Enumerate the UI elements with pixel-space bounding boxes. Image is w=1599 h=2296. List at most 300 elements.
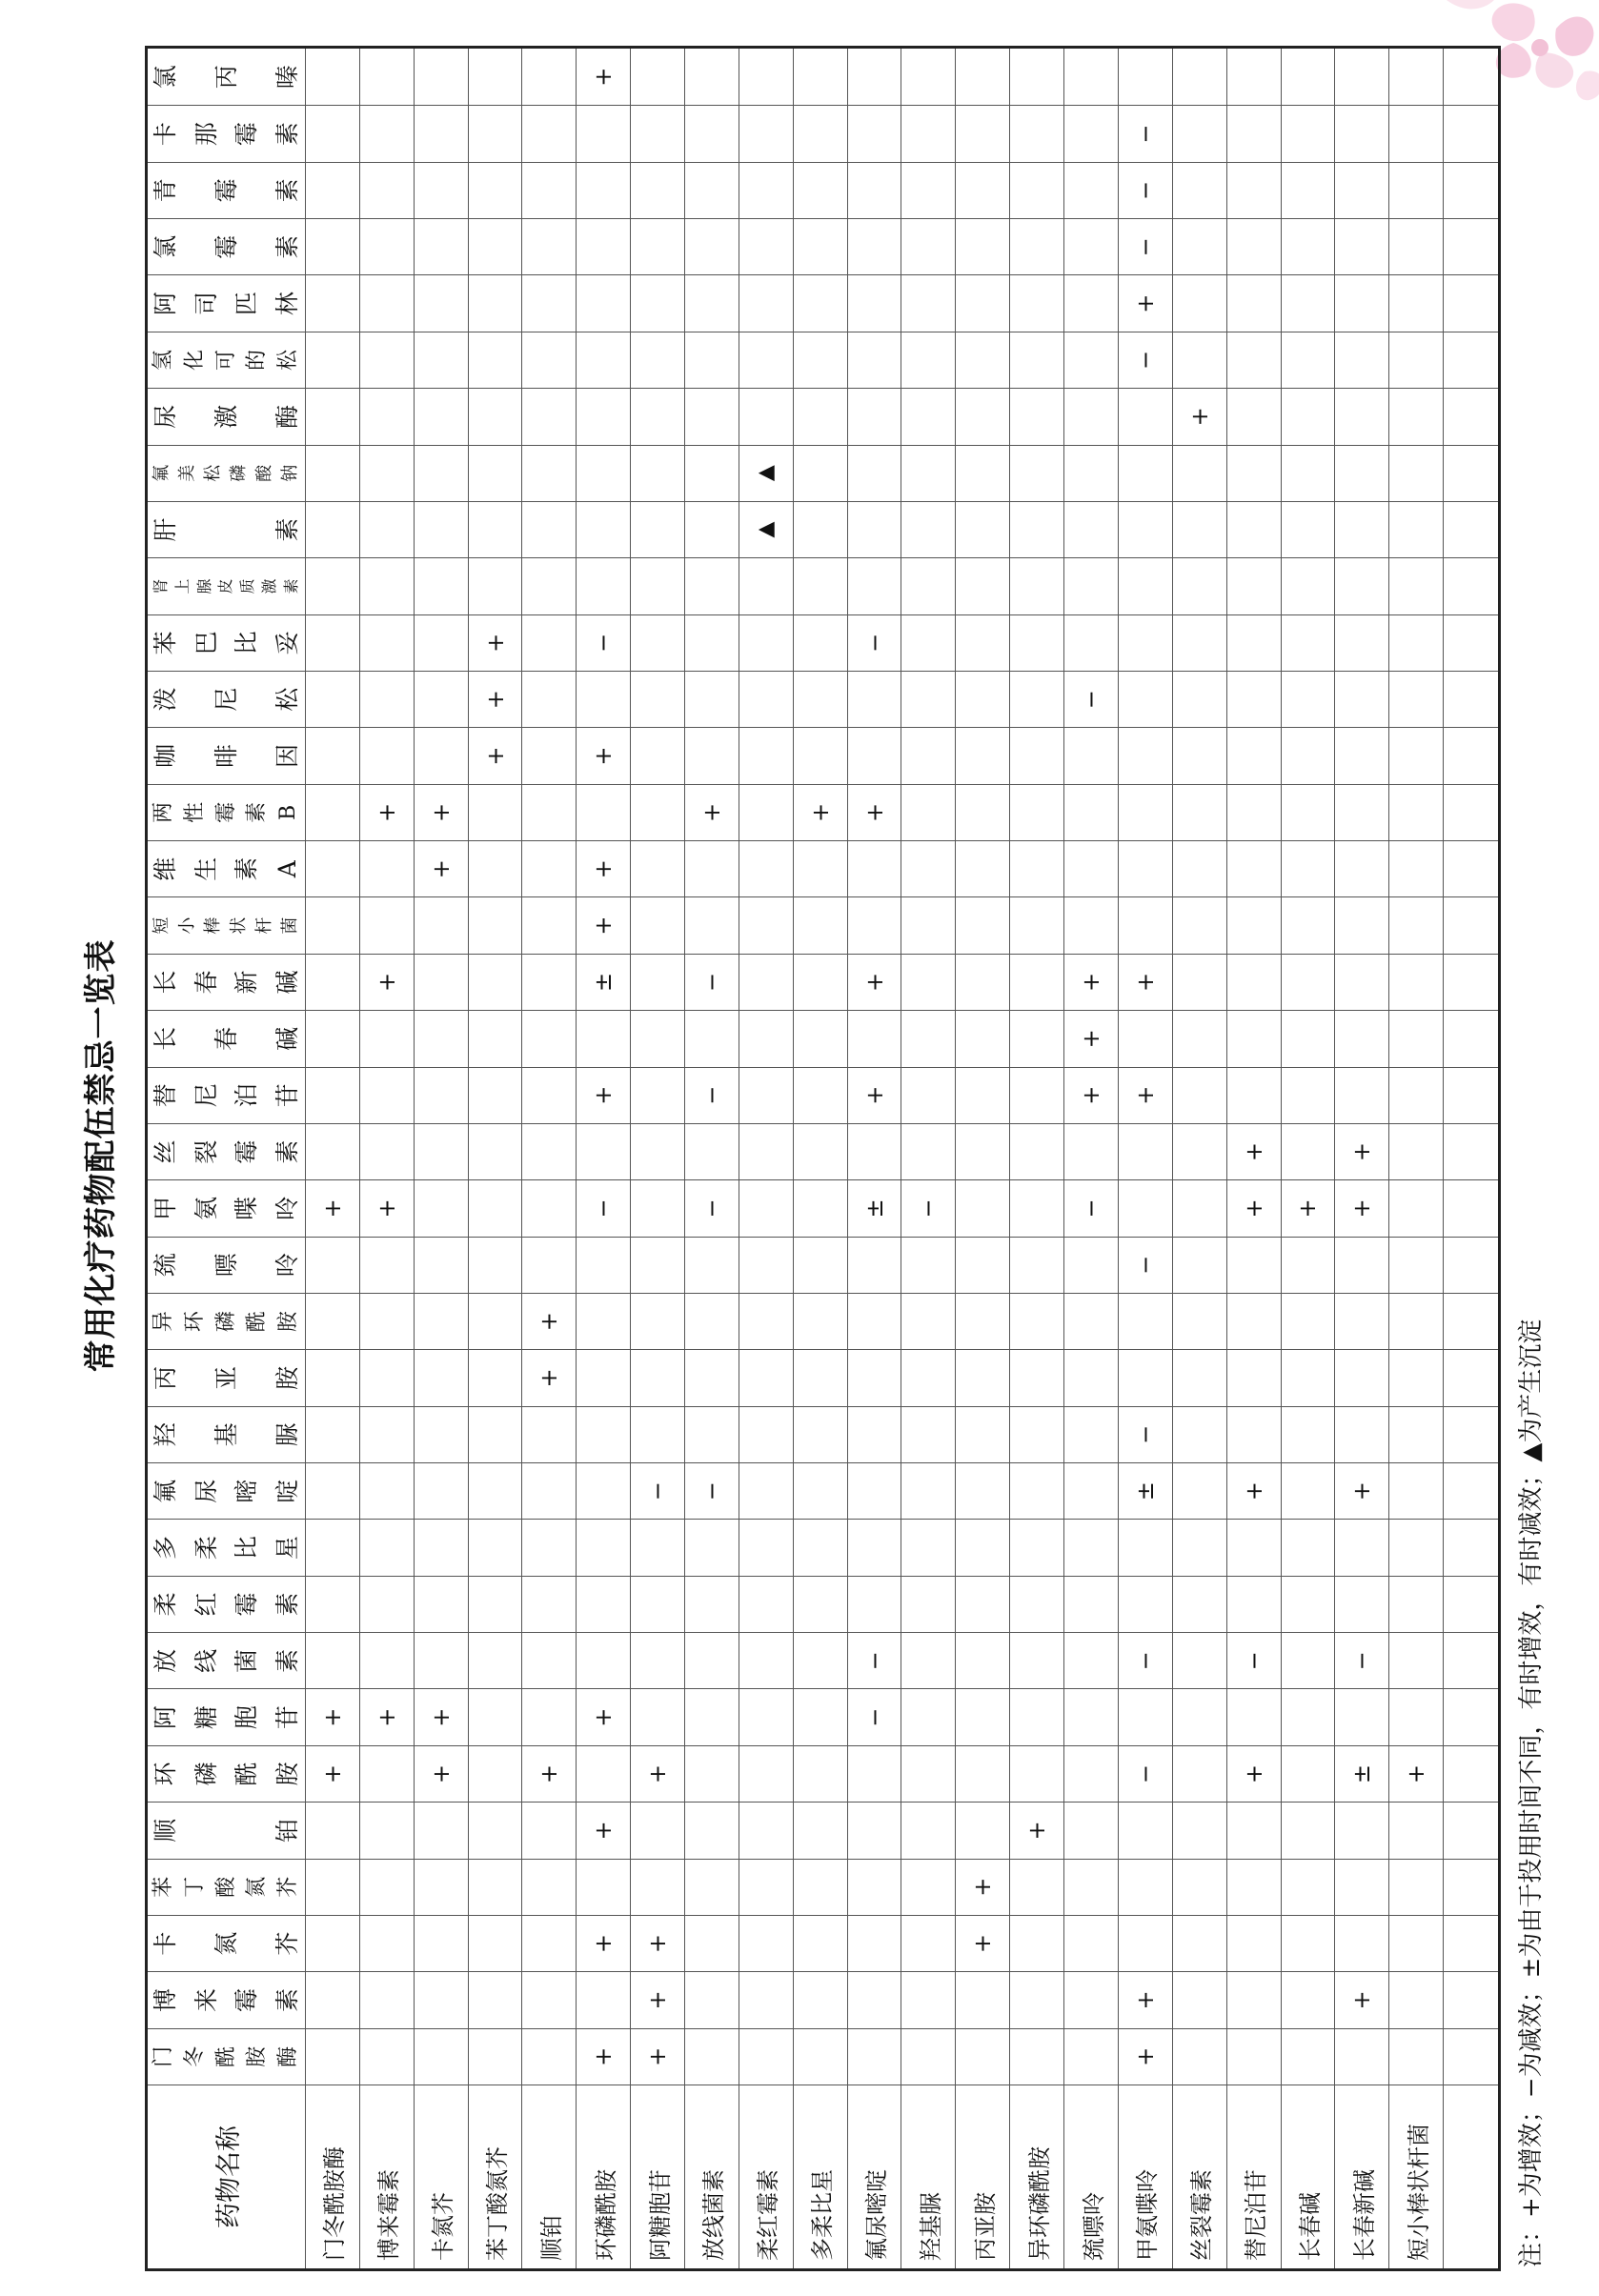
table-cell xyxy=(794,445,848,501)
table-cell: + xyxy=(1119,2028,1173,2085)
table-cell xyxy=(685,49,739,105)
table-cell xyxy=(306,1915,360,1971)
table-cell xyxy=(1335,954,1389,1010)
table-cell xyxy=(739,1971,794,2027)
table-cell xyxy=(1389,162,1444,218)
table-cell: + xyxy=(577,896,631,953)
table-cell xyxy=(739,1067,794,1123)
table-cell xyxy=(360,1745,415,1802)
table-cell xyxy=(360,1067,415,1123)
table-cell xyxy=(1119,1519,1173,1575)
table-cell: + xyxy=(1335,1179,1389,1236)
table-cell xyxy=(469,954,523,1010)
table-cell xyxy=(1335,1406,1389,1462)
column-header-char: 呤 xyxy=(273,1253,301,1278)
table-cell xyxy=(1444,1576,1498,1632)
table-cell: + xyxy=(1227,1745,1282,1802)
table-cell xyxy=(631,840,685,896)
table-cell xyxy=(1010,1123,1064,1179)
column-header-char: 尿 xyxy=(152,404,179,429)
table-cell xyxy=(1064,1745,1119,1802)
column-header-char: 素 xyxy=(273,178,301,203)
column-header-char: 化 xyxy=(182,349,207,371)
column-header-char: 素 xyxy=(273,1648,301,1673)
table-cell xyxy=(794,1406,848,1462)
table-cell xyxy=(522,1859,577,1915)
table-cell xyxy=(1389,896,1444,953)
table-cell xyxy=(739,2028,794,2085)
table-cell xyxy=(631,445,685,501)
table-cell xyxy=(631,1802,685,1858)
table-cell xyxy=(794,1010,848,1066)
table-cell xyxy=(1389,671,1444,727)
table-cell xyxy=(848,501,902,557)
table-cell xyxy=(685,445,739,501)
table-cell xyxy=(901,1688,956,1744)
table-cell: − xyxy=(848,1632,902,1688)
table-cell xyxy=(577,162,631,218)
table-cell xyxy=(1064,1915,1119,1971)
column-header xyxy=(148,332,306,388)
table-cell xyxy=(577,1519,631,1575)
table-cell: + xyxy=(306,1179,360,1236)
table-cell: + xyxy=(631,2028,685,2085)
table-cell xyxy=(956,1802,1010,1858)
table-cell xyxy=(415,896,469,953)
table-cell xyxy=(685,332,739,388)
table-cell xyxy=(848,1293,902,1349)
table-cell xyxy=(848,896,902,953)
table-cell xyxy=(1010,1576,1064,1632)
column-header xyxy=(148,1010,306,1066)
table-cell xyxy=(1010,1349,1064,1405)
table-cell: + xyxy=(631,1745,685,1802)
table-cell xyxy=(794,218,848,274)
table-cell xyxy=(739,840,794,896)
table-cell xyxy=(739,1745,794,1802)
table-cell xyxy=(1010,1293,1064,1349)
table-cell xyxy=(415,557,469,614)
table-cell xyxy=(522,445,577,501)
table-cell xyxy=(577,1237,631,1293)
column-header-char: 酰 xyxy=(245,1311,270,1333)
table-cell xyxy=(1010,1859,1064,1915)
table-cell xyxy=(901,954,956,1010)
table-cell xyxy=(360,1519,415,1575)
table-cell xyxy=(1119,1802,1173,1858)
table-cell xyxy=(685,501,739,557)
table-cell xyxy=(1119,445,1173,501)
column-header-char: 阿 xyxy=(152,292,179,316)
table-cell xyxy=(685,1123,739,1179)
column-header-char: 卡 xyxy=(152,1931,179,1956)
table-cell xyxy=(469,1237,523,1293)
table-cell xyxy=(1282,388,1336,444)
table-cell xyxy=(1335,1349,1389,1405)
table-cell xyxy=(360,1237,415,1293)
table-cell xyxy=(306,218,360,274)
table-cell: − xyxy=(1119,1745,1173,1802)
table-cell xyxy=(1010,1010,1064,1066)
column-header-char: 素 xyxy=(281,578,300,594)
table-cell xyxy=(794,1971,848,2027)
column-header-char: 亚 xyxy=(213,1365,240,1390)
table-cell xyxy=(1335,1010,1389,1066)
table-cell xyxy=(631,1067,685,1123)
table-cell xyxy=(1389,1632,1444,1688)
table-cell: − xyxy=(685,1462,739,1519)
table-cell xyxy=(360,445,415,501)
table-cell xyxy=(1335,501,1389,557)
table-cell xyxy=(1389,784,1444,840)
table-cell xyxy=(1389,218,1444,274)
table-cell xyxy=(522,501,577,557)
table-cell xyxy=(415,274,469,331)
table-cell xyxy=(794,1237,848,1293)
column-header-char: 素 xyxy=(273,1987,301,2012)
table-cell xyxy=(1119,1859,1173,1915)
table-cell xyxy=(577,1349,631,1405)
table-cell xyxy=(469,1406,523,1462)
table-cell: + xyxy=(522,1293,577,1349)
column-header-char: 多 xyxy=(152,1536,179,1561)
table-cell xyxy=(415,332,469,388)
column-header-char: 霉 xyxy=(233,1987,261,2012)
table-cell xyxy=(739,1802,794,1858)
table-cell xyxy=(1064,501,1119,557)
row-drug-name: 卡氮芥 xyxy=(415,2085,469,2268)
column-header-char: 长 xyxy=(152,970,179,995)
table-cell xyxy=(469,105,523,161)
table-cell xyxy=(469,1745,523,1802)
column-header xyxy=(148,557,306,614)
table-cell xyxy=(685,1971,739,2027)
table-cell xyxy=(306,1971,360,2027)
column-header-char: 红 xyxy=(192,1592,220,1617)
table-cell xyxy=(1010,332,1064,388)
table-cell xyxy=(1444,1179,1498,1236)
column-header-char: 霉 xyxy=(233,122,261,147)
table-cell xyxy=(360,2028,415,2085)
table-cell xyxy=(1173,1915,1227,1971)
column-header-char: 春 xyxy=(213,1026,240,1051)
table-cell xyxy=(1335,614,1389,671)
table-cell xyxy=(848,1349,902,1405)
table-cell: + xyxy=(1335,1462,1389,1519)
column-header xyxy=(148,1915,306,1971)
table-cell xyxy=(794,1293,848,1349)
table-cell xyxy=(415,2028,469,2085)
table-cell xyxy=(901,501,956,557)
table-cell xyxy=(956,1237,1010,1293)
table-cell xyxy=(522,614,577,671)
row-drug-name: 丝裂霉素 xyxy=(1173,2085,1227,2268)
table-cell xyxy=(1389,105,1444,161)
table-cell xyxy=(1010,671,1064,727)
table-cell xyxy=(1173,1237,1227,1293)
table-cell xyxy=(469,1802,523,1858)
column-header xyxy=(148,1971,306,2027)
column-header xyxy=(148,1067,306,1123)
table-cell xyxy=(469,388,523,444)
table-cell xyxy=(1064,784,1119,840)
column-header-char: 柔 xyxy=(152,1592,179,1617)
column-header-char: 氢 xyxy=(152,349,175,371)
table-cell xyxy=(901,105,956,161)
table-cell xyxy=(901,1462,956,1519)
table-cell: + xyxy=(577,1802,631,1858)
table-cell xyxy=(901,218,956,274)
column-header xyxy=(148,671,306,727)
table-cell xyxy=(794,1179,848,1236)
table-cell xyxy=(577,1123,631,1179)
row-drug-name: 异环磷酰胺 xyxy=(1010,2085,1064,2268)
table-cell xyxy=(901,388,956,444)
table-cell xyxy=(848,840,902,896)
table-cell: + xyxy=(469,671,523,727)
table-cell: + xyxy=(631,1971,685,2027)
table-cell xyxy=(469,1349,523,1405)
table-cell xyxy=(360,1632,415,1688)
column-header xyxy=(148,784,306,840)
table-cell xyxy=(631,501,685,557)
table-cell xyxy=(1389,1915,1444,1971)
column-header-char: 霉 xyxy=(213,234,240,259)
column-header-char: 环 xyxy=(152,1762,179,1786)
table-cell xyxy=(1064,1519,1119,1575)
column-header-char: 氯 xyxy=(152,65,179,90)
column-header xyxy=(148,954,306,1010)
column-header xyxy=(148,274,306,331)
table-cell xyxy=(1444,218,1498,274)
table-cell xyxy=(794,1632,848,1688)
column-header xyxy=(148,1745,306,1802)
table-cell xyxy=(956,1519,1010,1575)
table-cell: + xyxy=(360,1179,415,1236)
column-header-char: 啡 xyxy=(213,744,240,769)
table-cell xyxy=(901,1406,956,1462)
table-cell xyxy=(1282,1123,1336,1179)
table-cell: + xyxy=(1010,1802,1064,1858)
table-cell xyxy=(901,727,956,783)
table-cell xyxy=(1010,49,1064,105)
table-cell xyxy=(469,1179,523,1236)
table-cell xyxy=(1282,445,1336,501)
table-cell xyxy=(901,840,956,896)
table-cell xyxy=(848,1802,902,1858)
column-header-char: 尼 xyxy=(213,687,240,712)
table-cell xyxy=(685,840,739,896)
table-cell: − xyxy=(685,1179,739,1236)
table-cell xyxy=(1173,105,1227,161)
table-cell xyxy=(1227,274,1282,331)
table-cell xyxy=(1389,557,1444,614)
table-cell xyxy=(1335,840,1389,896)
table-cell xyxy=(1227,388,1282,444)
column-header-char: 性 xyxy=(182,801,207,823)
table-cell: + xyxy=(522,1745,577,1802)
table-cell xyxy=(360,1859,415,1915)
table-cell xyxy=(1227,49,1282,105)
table-cell xyxy=(1444,1293,1498,1349)
table-cell xyxy=(1010,954,1064,1010)
table-cell xyxy=(415,1010,469,1066)
table-cell xyxy=(1010,1406,1064,1462)
column-header-char: 苯 xyxy=(152,631,179,655)
table-cell xyxy=(685,1519,739,1575)
column-header-char: 酰 xyxy=(213,2045,238,2067)
table-cell xyxy=(360,332,415,388)
column-header-char: 春 xyxy=(192,970,220,995)
table-cell xyxy=(469,1123,523,1179)
column-header-char: 异 xyxy=(152,1311,175,1333)
table-cell xyxy=(1173,1010,1227,1066)
table-cell: − xyxy=(631,1462,685,1519)
table-cell: + xyxy=(1064,954,1119,1010)
column-header-char: 巯 xyxy=(152,1253,179,1278)
table-cell xyxy=(1173,162,1227,218)
table-cell xyxy=(415,445,469,501)
table-cell xyxy=(415,1349,469,1405)
table-cell xyxy=(901,1859,956,1915)
column-header-char: 可 xyxy=(213,349,238,371)
table-cell xyxy=(739,896,794,953)
table-cell xyxy=(1282,1688,1336,1744)
column-header-char: 松 xyxy=(273,687,301,712)
table-cell xyxy=(1282,614,1336,671)
table-cell xyxy=(901,1123,956,1179)
table-cell xyxy=(577,105,631,161)
table-cell xyxy=(1444,49,1498,105)
table-cell xyxy=(794,1123,848,1179)
table-cell xyxy=(901,1519,956,1575)
table-cell xyxy=(469,1293,523,1349)
table-cell xyxy=(577,1971,631,2027)
table-cell xyxy=(685,671,739,727)
column-header-char: 嘧 xyxy=(233,1479,261,1503)
table-cell xyxy=(631,784,685,840)
table-cell xyxy=(1227,1349,1282,1405)
table-cell xyxy=(901,557,956,614)
table-cell xyxy=(1227,727,1282,783)
table-cell xyxy=(901,1349,956,1405)
table-cell xyxy=(739,784,794,840)
table-cell xyxy=(1444,1632,1498,1688)
table-cell xyxy=(1064,274,1119,331)
row-drug-name: 巯嘌呤 xyxy=(1064,2085,1119,2268)
table-cell xyxy=(1010,445,1064,501)
table-cell: + xyxy=(1119,954,1173,1010)
table-cell xyxy=(1227,2028,1282,2085)
table-cell xyxy=(1010,1688,1064,1744)
column-header-char: 激 xyxy=(213,404,240,429)
table-cell xyxy=(1173,840,1227,896)
table-cell xyxy=(956,1576,1010,1632)
table-cell xyxy=(848,1010,902,1066)
table-cell xyxy=(1173,671,1227,727)
table-cell: + xyxy=(1227,1123,1282,1179)
table-cell xyxy=(1173,784,1227,840)
table-cell xyxy=(1119,614,1173,671)
table-cell xyxy=(577,1576,631,1632)
table-cell xyxy=(685,162,739,218)
table-cell xyxy=(1173,332,1227,388)
table-cell xyxy=(848,671,902,727)
table-cell xyxy=(1335,1293,1389,1349)
table-cell xyxy=(956,727,1010,783)
table-cell: ▲ xyxy=(739,501,794,557)
table-cell xyxy=(794,1915,848,1971)
table-cell xyxy=(1227,218,1282,274)
column-header-char: 尿 xyxy=(192,1479,220,1503)
table-cell xyxy=(1119,1179,1173,1236)
column-header xyxy=(148,1688,306,1744)
table-cell xyxy=(1227,105,1282,161)
table-cell xyxy=(469,1462,523,1519)
table-cell xyxy=(794,1802,848,1858)
table-cell xyxy=(848,727,902,783)
table-cell: + xyxy=(1119,274,1173,331)
table-cell xyxy=(360,614,415,671)
table-cell xyxy=(360,1349,415,1405)
column-header-char: 氟 xyxy=(152,1479,179,1503)
table-cell xyxy=(848,49,902,105)
column-header-char: 腺 xyxy=(194,578,213,594)
table-cell xyxy=(1010,1179,1064,1236)
row-drug-name: 丙亚胺 xyxy=(956,2085,1010,2268)
column-header xyxy=(148,1802,306,1858)
table-cell: + xyxy=(577,2028,631,2085)
table-cell: − xyxy=(848,1688,902,1744)
table-cell xyxy=(1119,1688,1173,1744)
table-cell xyxy=(1335,162,1389,218)
table-cell xyxy=(685,614,739,671)
column-header xyxy=(148,2028,306,2085)
table-cell xyxy=(360,840,415,896)
table-cell xyxy=(522,388,577,444)
table-cell xyxy=(739,162,794,218)
table-cell xyxy=(848,1745,902,1802)
table-cell xyxy=(1173,557,1227,614)
table-cell xyxy=(522,896,577,953)
table-cell xyxy=(306,1802,360,1858)
table-cell xyxy=(577,557,631,614)
table-cell xyxy=(1282,727,1336,783)
column-header-char: 酸 xyxy=(213,1876,238,1898)
table-cell xyxy=(794,274,848,331)
table-cell xyxy=(1444,388,1498,444)
column-header-char: 泊 xyxy=(233,1083,261,1108)
table-cell xyxy=(1173,1859,1227,1915)
column-header-char: 甲 xyxy=(152,1196,179,1220)
table-cell xyxy=(1389,1179,1444,1236)
table-cell xyxy=(522,1915,577,1971)
table-cell xyxy=(522,1971,577,2027)
table-cell xyxy=(794,1576,848,1632)
table-cell: + xyxy=(848,954,902,1010)
table-cell xyxy=(415,388,469,444)
table-cell xyxy=(1335,671,1389,727)
table-cell xyxy=(1010,727,1064,783)
column-header-char: 泼 xyxy=(152,687,179,712)
table-cell xyxy=(1282,49,1336,105)
column-header-char: 呤 xyxy=(273,1196,301,1220)
table-cell xyxy=(522,1802,577,1858)
table-cell xyxy=(306,445,360,501)
table-cell xyxy=(1335,49,1389,105)
table-cell xyxy=(1444,1010,1498,1066)
row-drug-name: 门冬酰胺酶 xyxy=(306,2085,360,2268)
